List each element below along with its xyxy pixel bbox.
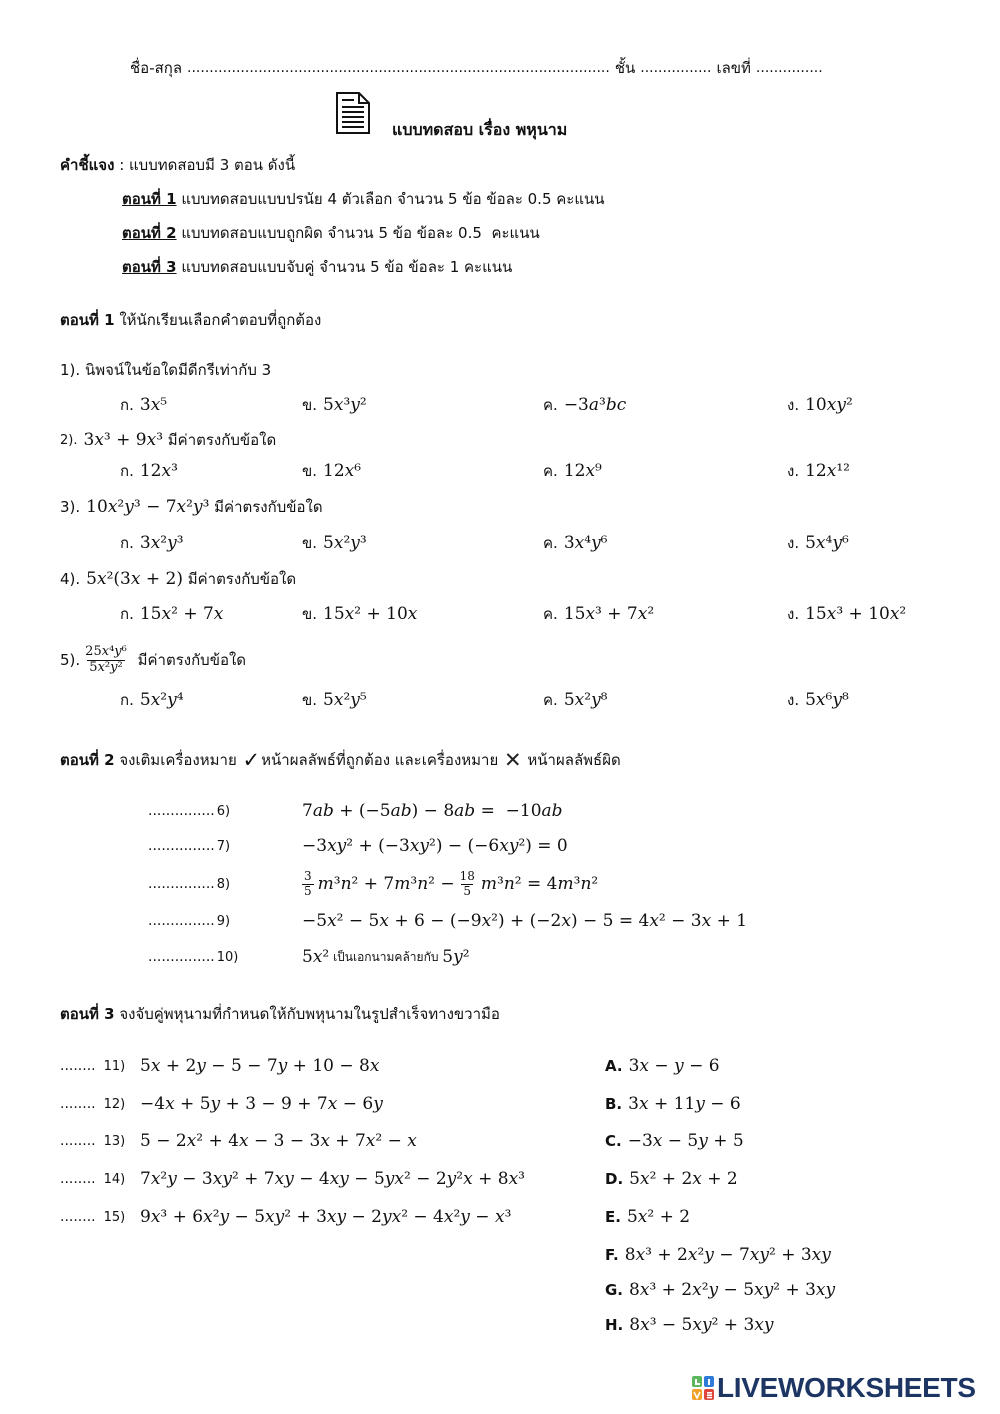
answer-key: H. bbox=[605, 1316, 624, 1334]
item-equation: m³n² + 7m³n² − bbox=[317, 874, 455, 894]
answer-blank[interactable]: ............... bbox=[148, 913, 215, 929]
cross-mark-icon: ✕ bbox=[504, 748, 522, 772]
option-key: ง. bbox=[787, 605, 800, 623]
answer-blank[interactable]: ........ bbox=[60, 1096, 96, 1112]
match-question-14 bbox=[60, 1166, 525, 1192]
question-expression: 10x²y³ − 7x²y³ bbox=[86, 497, 210, 517]
item-number: 9) bbox=[216, 913, 231, 929]
match-answer-a bbox=[605, 1053, 720, 1079]
question-number: 1). bbox=[60, 361, 81, 379]
option-value: 5x³y² bbox=[323, 395, 367, 415]
fraction-denominator: 5 bbox=[463, 883, 472, 898]
question-5 bbox=[60, 637, 246, 683]
option-value: 5x²y⁸ bbox=[563, 690, 608, 710]
instruction-part-2 bbox=[122, 220, 540, 246]
polynomial-expression: 5x + 2y − 5 − 7y + 10 − 8x bbox=[140, 1056, 380, 1076]
item-equation: 7ab + (−5ab) − 8ab = −10ab bbox=[302, 801, 563, 821]
option-kho-khwai bbox=[543, 530, 608, 556]
number-label: เลขที่ bbox=[716, 59, 751, 77]
liveworksheets-logo bbox=[692, 1372, 976, 1404]
match-answer-h bbox=[605, 1312, 773, 1338]
option-key: ก. bbox=[120, 396, 134, 414]
part2-text: หน้าผลลัพธ์ผิด bbox=[522, 751, 621, 769]
option-value: 12x¹² bbox=[805, 461, 850, 481]
document-icon bbox=[335, 92, 371, 134]
answer-blank[interactable]: ........ bbox=[60, 1209, 96, 1225]
item-fraction bbox=[458, 870, 477, 899]
class-blank[interactable]: ................ bbox=[640, 60, 712, 76]
true-false-item-8 bbox=[148, 864, 598, 904]
part3-text: จงจับคู่พหุนามที่กำหนดให้กับพหุนามในรูปสำเร็จทางขวามือ bbox=[114, 1005, 500, 1023]
option-value: 15x³ + 7x² bbox=[563, 604, 655, 624]
fraction-numerator: 3 bbox=[304, 868, 312, 883]
answer-expression: 8x³ + 2x²y − 7xy² + 3xy bbox=[624, 1245, 831, 1265]
question-expression: 5x²(3x + 2) bbox=[86, 569, 183, 589]
question-1-options bbox=[0, 392, 1000, 418]
answer-expression: −3x − 5y + 5 bbox=[627, 1131, 744, 1151]
answer-key: G. bbox=[605, 1281, 624, 1299]
item-number: 13) bbox=[103, 1133, 126, 1149]
option-kho-khwai bbox=[543, 687, 608, 713]
part2-heading bbox=[60, 747, 621, 773]
option-kho-khwai bbox=[543, 601, 654, 627]
part2-text: จงเติมเครื่องหมาย bbox=[114, 751, 242, 769]
option-key: ค. bbox=[543, 534, 558, 552]
question-prompt: นิพจน์ในข้อใดมีดีกรีเท่ากับ 3 bbox=[80, 361, 272, 379]
part1-text: ให้นักเรียนเลือกคำตอบที่ถูกต้อง bbox=[114, 311, 322, 329]
answer-blank[interactable]: ............... bbox=[148, 803, 215, 819]
answer-key: D. bbox=[605, 1170, 624, 1188]
option-kho bbox=[302, 601, 417, 627]
question-number: 2). bbox=[60, 432, 78, 448]
answer-blank[interactable]: ............... bbox=[148, 949, 215, 965]
question-5-options bbox=[0, 687, 1000, 713]
option-value: 5x²y⁵ bbox=[323, 690, 367, 710]
match-answer-d bbox=[605, 1166, 738, 1192]
option-key: ค. bbox=[543, 691, 558, 709]
option-kho bbox=[302, 458, 361, 484]
answer-key: A. bbox=[605, 1057, 623, 1075]
option-kho bbox=[302, 530, 367, 556]
question-2-options bbox=[0, 458, 1000, 484]
item-expression: 5y² bbox=[442, 947, 470, 967]
liveworksheets-logo-text: LIVEWORKSHEETS bbox=[717, 1372, 976, 1403]
part1-label: ตอนที่ 1 bbox=[60, 311, 115, 329]
option-key: ค. bbox=[543, 396, 558, 414]
fraction-numerator: 25x⁴y⁶ bbox=[85, 643, 127, 659]
name-label: ชื่อ-สกุล bbox=[130, 59, 183, 77]
item-statement: เป็นเอกนามคล้ายกับ bbox=[329, 949, 443, 964]
polynomial-expression: 9x³ + 6x²y − 5xy² + 3xy − 2yx² − 4x²y − x³ bbox=[140, 1207, 512, 1227]
question-prompt: มีค่าตรงกับข้อใด bbox=[182, 570, 297, 588]
match-question-12 bbox=[60, 1091, 383, 1117]
answer-expression: 5x² + 2 bbox=[626, 1207, 691, 1227]
option-value: 15x² + 10x bbox=[323, 604, 418, 624]
question-4-options bbox=[0, 601, 1000, 627]
option-value: 12x³ bbox=[139, 461, 178, 481]
option-value: 3x²y³ bbox=[139, 533, 184, 553]
option-key: ข. bbox=[302, 605, 318, 623]
true-false-item-7 bbox=[148, 833, 568, 859]
instructions-label: คำชี้แจง bbox=[60, 156, 115, 174]
part2-text: หน้าผลลัพธ์ที่ถูกต้อง และเครื่องหมาย bbox=[261, 751, 504, 769]
option-value: 3x⁴y⁶ bbox=[563, 533, 608, 553]
option-key: ง. bbox=[787, 534, 800, 552]
option-key: ง. bbox=[787, 396, 800, 414]
liveworksheets-logo-icon bbox=[692, 1376, 714, 1400]
item-fraction bbox=[302, 870, 314, 899]
option-ko bbox=[120, 392, 167, 418]
number-blank[interactable]: ............... bbox=[755, 60, 823, 76]
option-value: 12x⁶ bbox=[323, 461, 362, 481]
item-number: 12) bbox=[103, 1096, 126, 1112]
match-answer-e bbox=[605, 1204, 690, 1230]
option-ko bbox=[120, 601, 223, 627]
option-key: ข. bbox=[302, 396, 318, 414]
part2-label: ตอนที่ 2 bbox=[60, 751, 115, 769]
match-answer-c bbox=[605, 1128, 744, 1154]
option-key: ก. bbox=[120, 605, 134, 623]
true-false-item-9 bbox=[148, 908, 747, 934]
answer-blank[interactable]: ............... bbox=[148, 876, 215, 892]
part3-label: ตอนที่ 3 bbox=[60, 1005, 115, 1023]
answer-blank[interactable]: ........ bbox=[60, 1058, 96, 1074]
option-ngo bbox=[787, 392, 853, 418]
option-key: ก. bbox=[120, 462, 134, 480]
option-ngo bbox=[787, 601, 906, 627]
option-key: ก. bbox=[120, 691, 134, 709]
option-ko bbox=[120, 687, 184, 713]
question-1 bbox=[60, 357, 271, 383]
match-answer-f bbox=[605, 1242, 831, 1268]
question-prompt: มีค่าตรงกับข้อใด bbox=[163, 431, 277, 449]
polynomial-expression: 7x²y − 3xy² + 7xy − 4xy − 5yx² − 2y²x + 8x³ bbox=[140, 1169, 525, 1189]
item-equation: −3xy² + (−3xy²) − (−6xy²) = 0 bbox=[302, 836, 568, 856]
match-question-15 bbox=[60, 1204, 511, 1230]
instruction-part-text: แบบทดสอบแบบถูกผิด จำนวน 5 ข้อ ข้อละ 0.5 คะแนน bbox=[176, 224, 540, 242]
option-ko bbox=[120, 458, 178, 484]
option-value: 15x² + 7x bbox=[139, 604, 224, 624]
option-value: 5x²y³ bbox=[323, 533, 367, 553]
item-number: 11) bbox=[103, 1058, 126, 1074]
question-4 bbox=[60, 566, 296, 592]
item-number: 6) bbox=[216, 803, 231, 819]
fraction-numerator: 18 bbox=[459, 868, 475, 883]
option-kho-khwai bbox=[543, 458, 602, 484]
fraction-denominator: 5x²y² bbox=[89, 659, 123, 675]
match-question-13 bbox=[60, 1128, 417, 1154]
answer-expression: 8x³ − 5xy² + 3xy bbox=[629, 1315, 774, 1335]
answer-key: B. bbox=[605, 1095, 623, 1113]
answer-key: C. bbox=[605, 1132, 622, 1150]
question-prompt: มีค่าตรงกับข้อใด bbox=[209, 498, 323, 516]
item-number: 8) bbox=[216, 876, 231, 892]
fraction-denominator: 5 bbox=[304, 883, 312, 898]
question-3-options bbox=[0, 530, 1000, 556]
option-kho bbox=[302, 687, 367, 713]
answer-expression: 3x − y − 6 bbox=[628, 1056, 720, 1076]
option-key: ข. bbox=[302, 534, 318, 552]
item-number: 10) bbox=[216, 949, 239, 965]
option-key: ง. bbox=[787, 462, 800, 480]
page-title-text: แบบทดสอบ เรื่อง พหุนาม bbox=[392, 119, 568, 139]
item-number: 15) bbox=[103, 1209, 126, 1225]
answer-key: E. bbox=[605, 1208, 621, 1226]
item-number: 14) bbox=[103, 1171, 126, 1187]
answer-blank[interactable]: ............... bbox=[148, 838, 215, 854]
item-number: 7) bbox=[216, 838, 231, 854]
option-ngo bbox=[787, 458, 850, 484]
option-value: −3a³bc bbox=[563, 395, 627, 415]
option-kho-khwai bbox=[543, 392, 626, 418]
answer-key: F. bbox=[605, 1246, 619, 1264]
instruction-part-label: ตอนที่ 3 bbox=[122, 258, 177, 276]
item-equation: m³n² = 4m³n² bbox=[480, 874, 599, 894]
match-question-11 bbox=[60, 1053, 379, 1079]
option-key: ข. bbox=[302, 691, 318, 709]
option-kho bbox=[302, 392, 367, 418]
answer-blank[interactable]: ........ bbox=[60, 1133, 96, 1149]
instruction-part-text: แบบทดสอบแบบจับคู่ จำนวน 5 ข้อ ข้อละ 1 คะแนน bbox=[176, 258, 513, 276]
option-ko bbox=[120, 530, 184, 556]
question-fraction bbox=[83, 645, 129, 676]
instruction-part-label: ตอนที่ 2 bbox=[122, 224, 177, 242]
option-value: 12x⁹ bbox=[563, 461, 602, 481]
item-equation: −5x² − 5x + 6 − (−9x²) + (−2x) − 5 = 4x² − 3x + 1 bbox=[302, 911, 748, 931]
item-expression: 5x² bbox=[302, 947, 330, 967]
question-prompt: มีค่าตรงกับข้อใด bbox=[132, 651, 247, 669]
name-blank[interactable]: ............................................................................................... bbox=[187, 60, 610, 76]
answer-blank[interactable]: ........ bbox=[60, 1171, 96, 1187]
true-false-item-6 bbox=[148, 798, 563, 824]
instructions bbox=[60, 152, 295, 178]
option-value: 5x⁴y⁶ bbox=[805, 533, 849, 553]
true-false-item-10 bbox=[148, 944, 470, 970]
answer-expression: 5x² + 2x + 2 bbox=[629, 1169, 738, 1189]
instruction-part-3 bbox=[122, 254, 512, 280]
question-number: 4). bbox=[60, 570, 81, 588]
match-answer-g bbox=[605, 1277, 835, 1303]
part3-heading bbox=[60, 1001, 500, 1027]
option-value: 5x²y⁴ bbox=[139, 690, 184, 710]
polynomial-expression: 5 − 2x² + 4x − 3 − 3x + 7x² − x bbox=[140, 1131, 417, 1151]
check-mark-icon: ✓ bbox=[242, 748, 261, 772]
option-value: 3x⁵ bbox=[139, 395, 168, 415]
instruction-part-label: ตอนที่ 1 bbox=[122, 190, 177, 208]
question-number: 5). bbox=[60, 651, 81, 669]
question-expression: 3x³ + 9x³ bbox=[83, 430, 164, 450]
instruction-part-text: แบบทดสอบแบบปรนัย 4 ตัวเลือก จำนวน 5 ข้อ ข้อละ 0.5 คะแนน bbox=[176, 190, 605, 208]
question-3 bbox=[60, 494, 323, 520]
part1-heading bbox=[60, 307, 321, 333]
option-key: ง. bbox=[787, 691, 800, 709]
option-value: 10xy² bbox=[805, 395, 853, 415]
answer-expression: 3x + 11y − 6 bbox=[628, 1094, 741, 1114]
match-answer-b bbox=[605, 1091, 741, 1117]
option-ngo bbox=[787, 687, 849, 713]
option-value: 5x⁶y⁸ bbox=[805, 690, 849, 710]
option-value: 15x³ + 10x² bbox=[805, 604, 907, 624]
class-label: ชั้น bbox=[614, 59, 636, 77]
question-number: 3). bbox=[60, 498, 81, 516]
option-key: ค. bbox=[543, 462, 558, 480]
option-key: ข. bbox=[302, 462, 318, 480]
page-title bbox=[392, 117, 567, 143]
option-ngo bbox=[787, 530, 849, 556]
polynomial-expression: −4x + 5y + 3 − 9 + 7x − 6y bbox=[140, 1094, 383, 1114]
option-key: ก. bbox=[120, 534, 134, 552]
instruction-part-1 bbox=[122, 186, 605, 212]
student-info-line bbox=[130, 55, 823, 81]
answer-expression: 8x³ + 2x²y − 5xy² + 3xy bbox=[629, 1280, 836, 1300]
option-key: ค. bbox=[543, 605, 558, 623]
question-2 bbox=[60, 427, 276, 453]
instructions-text: : แบบทดสอบมี 3 ตอน ดังนี้ bbox=[114, 156, 296, 174]
